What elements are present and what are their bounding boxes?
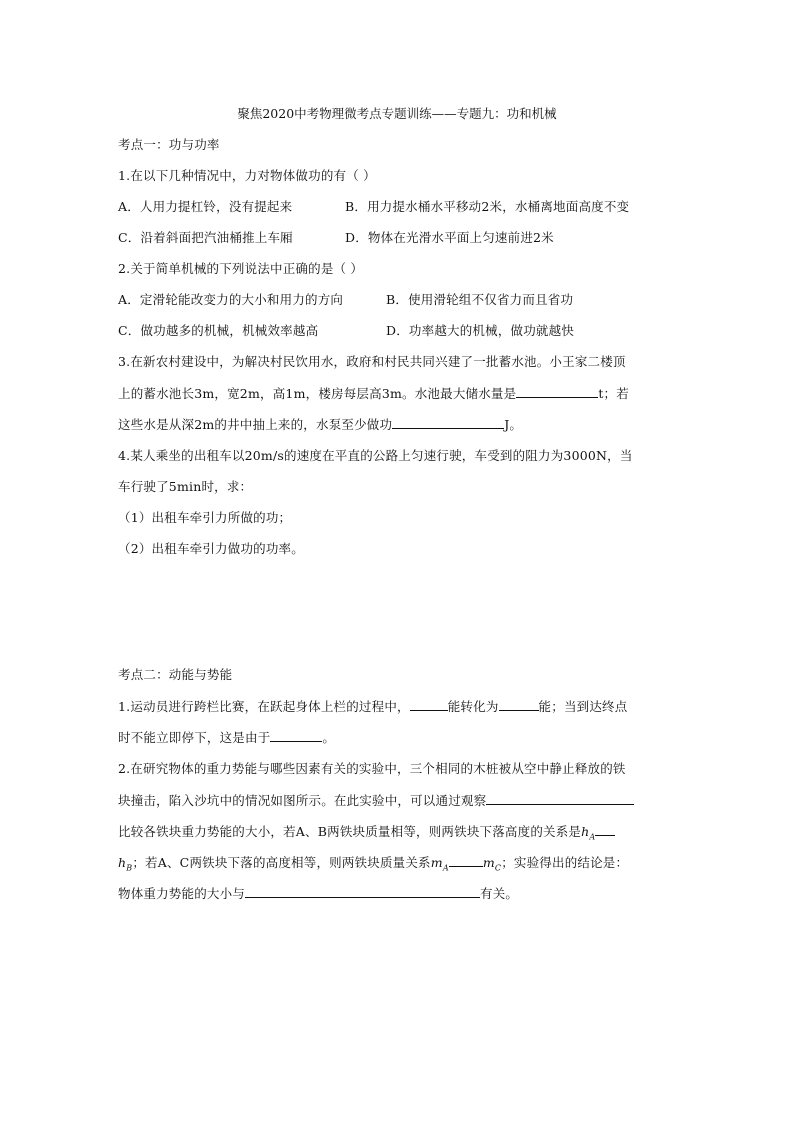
s2-q1-text-e: 。: [322, 730, 336, 745]
s2-q1-text-d: 时不能立即停下，这是由于: [118, 730, 271, 745]
s2-q1-text-c: 能；当到达终点: [538, 699, 628, 714]
section-heading-work-power: 考点一：功与功率: [118, 137, 220, 152]
q2-option-a: A．定滑轮能改变力的大小和用力的方向: [118, 292, 344, 307]
q3-line-3: [118, 416, 522, 433]
q1-option-c: C．沿着斜面把汽油桶推上车厢: [118, 230, 293, 245]
q1-stem: 1.在以下几种情况中，力对物体做功的有（ ）: [118, 168, 376, 183]
s2-q2-mC: $m_C$: [482, 855, 502, 873]
s2-q1-blank-3[interactable]: [270, 729, 322, 742]
s2-q2-line-4: [118, 854, 628, 877]
s2-q2-hA: $h_A$: [581, 824, 596, 842]
s2-q2-text-height: 比较各铁块重力势能的大小，若A、B两铁块质量相等，则两铁块下落高度的关系是: [118, 824, 582, 839]
s2-q2-blank-observe[interactable]: [486, 792, 634, 805]
q2-option-c: C．做功越多的机械，机械效率越高: [118, 323, 319, 338]
s2-q2-blank-height[interactable]: [595, 823, 615, 836]
q4-line-2: 车行驶了5min时，求：: [118, 479, 253, 494]
s2-q2-text-end: 有关。: [480, 886, 519, 901]
q3-line-2-tail: t；若: [598, 386, 629, 401]
s2-q2-text-observe: 块撞击，陷入沙坑中的情况如图所示。在此实验中，可以通过观察: [118, 793, 487, 808]
q3-answer-blank-2[interactable]: [392, 416, 504, 429]
s2-q2-mA: $m_A$: [430, 855, 449, 873]
s2-q2-hB: $h_B$: [118, 855, 133, 873]
s2-q1-line-2: [118, 729, 335, 746]
s2-q1-blank-1[interactable]: [410, 698, 448, 711]
s2-q1-blank-2[interactable]: [499, 698, 539, 711]
q3-line-1: 3.在新农村建设中，为解决村民饮用水，政府和村民共同兴建了一批蓄水池。小王家二楼顶: [118, 354, 626, 369]
q2-option-d: D．功率越大的机械，做功就越快: [386, 323, 575, 338]
q1-option-b: B．用力提水桶水平移动2米，水桶离地面高度不变: [345, 199, 630, 214]
q1-option-a: A．人用力提杠铃，没有提起来: [118, 199, 293, 214]
s2-q2-blank-factor[interactable]: [245, 885, 480, 898]
q4-line-1: 4.某人乘坐的出租车以20m/s的速度在平直的公路上匀速行驶，车受到的阻力为3000N，当: [118, 448, 633, 463]
q3-line-3-text: 这些水是从深2m的井中抽上来的，水泵至少做功: [118, 417, 393, 432]
s2-q1-line-1: [118, 698, 627, 715]
s2-q2-line-3: [118, 823, 615, 846]
s2-q2-line-5: [118, 885, 518, 902]
q2-option-b: B．使用滑轮组不仅省力而且省功: [386, 292, 574, 307]
s2-q2-line-2: [118, 792, 634, 809]
document-title: 聚焦2020中考物理微考点专题训练——专题九：功和机械: [237, 106, 557, 121]
q3-answer-blank-1[interactable]: [516, 385, 598, 398]
s2-q2-blank-mass[interactable]: [449, 854, 483, 867]
s2-q2-line-1: 2.在研究物体的重力势能与哪些因素有关的实验中，三个相同的木桩被从空中静止释放的铁: [118, 761, 626, 776]
section-heading-energy: 考点二：动能与势能: [118, 667, 233, 682]
s2-q1-text-a: 1.运动员进行跨栏比赛，在跃起身体上栏的过程中，: [118, 699, 410, 714]
q3-line-2: [118, 385, 629, 402]
q3-line-3-tail: J。: [504, 417, 523, 432]
s2-q2-text-factor: 物体重力势能的大小与: [118, 886, 246, 901]
s2-q2-text-mass: ；若A、C两铁块下落的高度相等，则两铁块质量关系: [132, 855, 431, 870]
q3-line-2-text: 上的蓄水池长3m，宽2m，高1m，楼房每层高3m。水池最大储水量是: [118, 386, 517, 401]
s2-q2-text-conclusion: ；实验得出的结论是：: [501, 855, 629, 870]
q4-sub-question-1: （1）出租车牵引力所做的功；: [118, 510, 292, 525]
q2-stem: 2.关于简单机械的下列说法中正确的是（ ）: [118, 261, 364, 276]
s2-q1-text-b: 能转化为: [447, 699, 499, 714]
q4-sub-question-2: （2）出租车牵引力做功的功率。: [118, 541, 304, 556]
q1-option-d: D．物体在光滑水平面上匀速前进2米: [345, 230, 554, 245]
